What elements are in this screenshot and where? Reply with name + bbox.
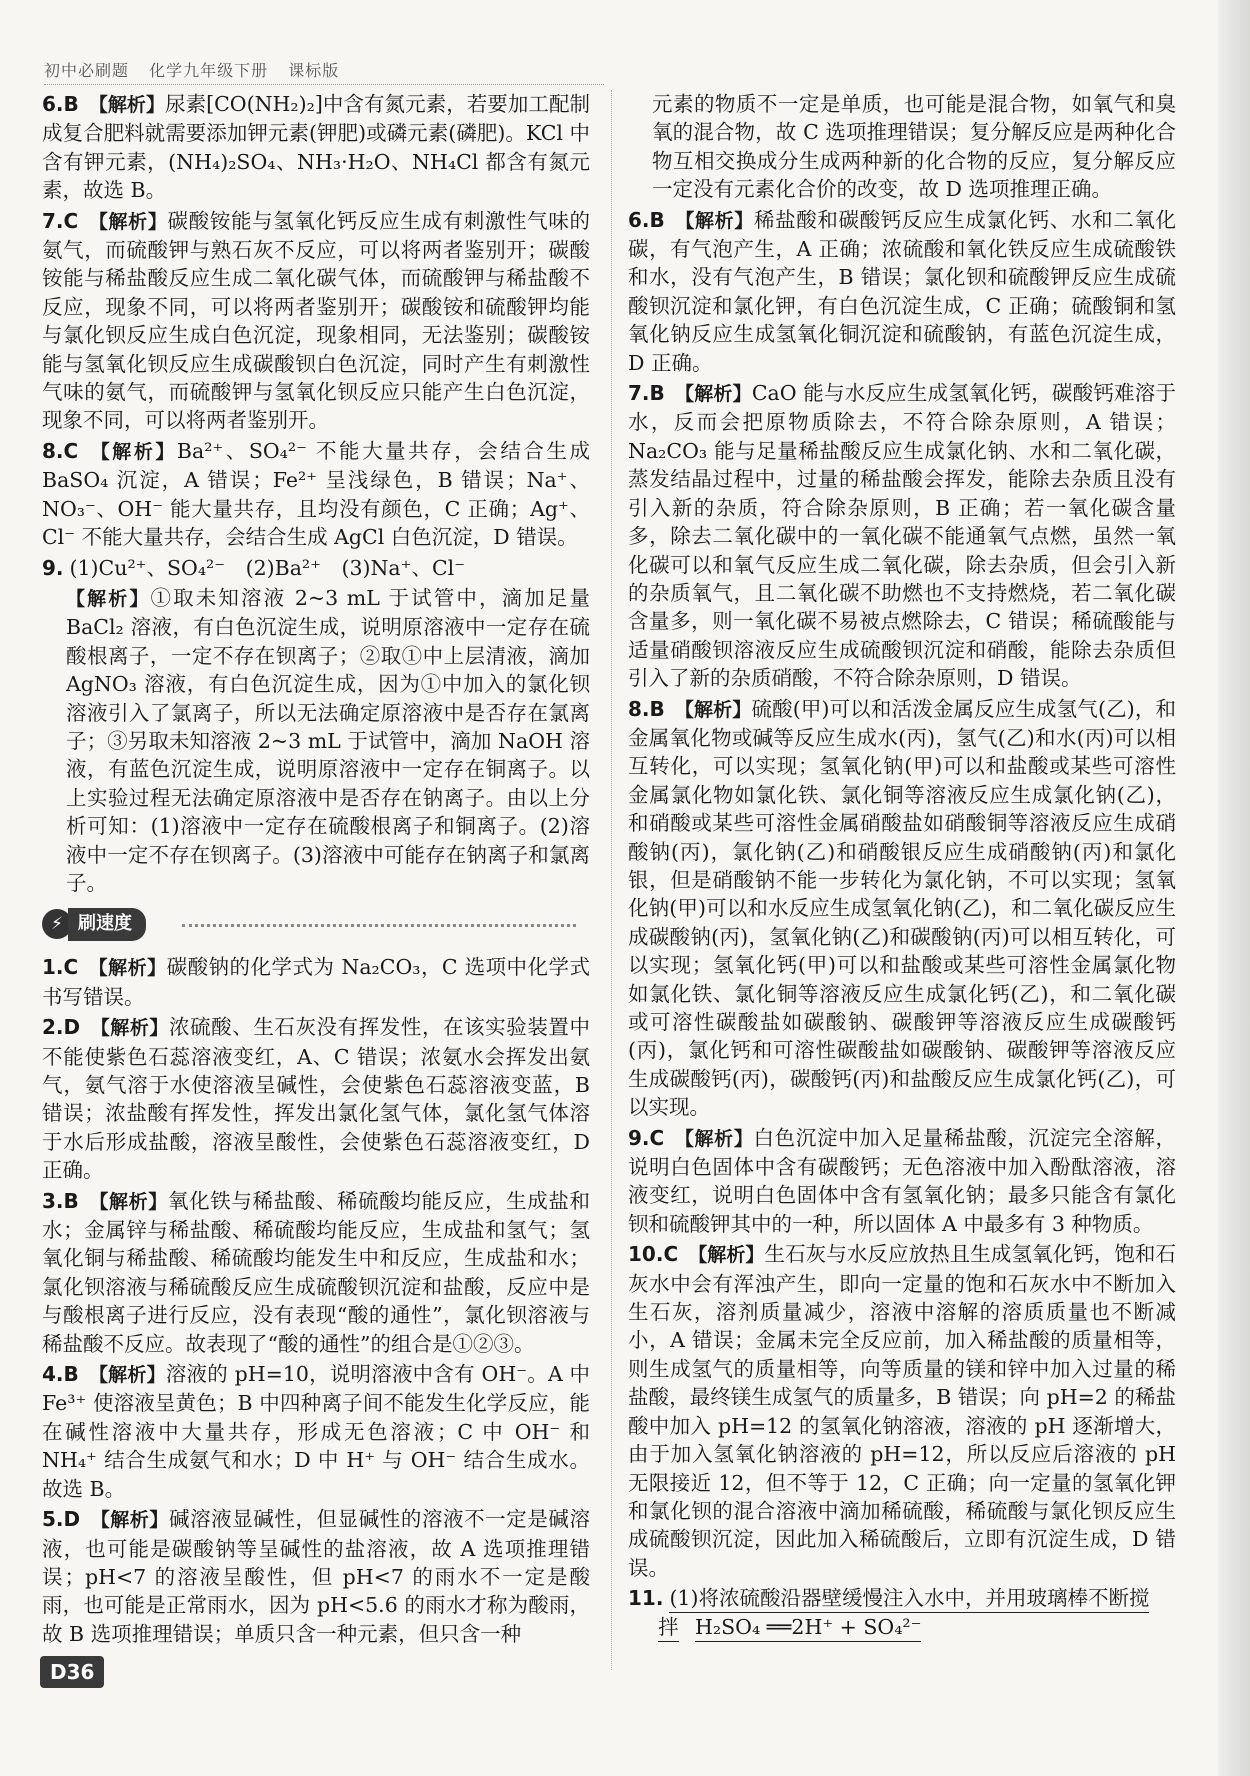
answer-item — [628, 695, 1176, 1122]
analysis-tag: 【解析】 — [88, 1190, 168, 1213]
answer-item — [628, 1584, 1176, 1641]
series-name: 初中必刷题 — [44, 61, 130, 80]
item-number: 3. — [42, 1188, 64, 1213]
answer-item — [628, 1124, 1176, 1239]
answer-item — [42, 554, 590, 582]
analysis-text: 溶液的 pH=10，说明溶液中含有 OH⁻。A 中 Fe³⁺ 使溶液呈黄色；B 中四种离子间不能发生化学反应，能在碱性溶液中大量共存，形成无色溶液；C 中 OH⁻ 和 NH₄⁺ 结合生成氨气和水；D 中 H⁺ 与 OH⁻ 结合生成水。故选 B。 — [42, 1362, 590, 1501]
right-column — [628, 90, 1176, 1643]
item-number: 1. — [42, 955, 64, 980]
analysis-text: 尿素[CO(NH₂)₂]中含有氮元素，若要加工配制成复合肥料就需要添加钾元素(钾肥)或磷元素(磷肥)。KCl 中含有钾元素，(NH₄)₂SO₄、NH₃·H₂O、NH₄Cl 都含有氮元素，故选 B。 — [42, 92, 590, 203]
answer-letter: B — [649, 381, 665, 406]
answer-item — [42, 207, 590, 435]
answer-letter: B — [63, 1188, 79, 1213]
answer-item-continued — [628, 90, 1176, 204]
analysis-tag: 【解析】 — [688, 1244, 765, 1267]
lightning-icon: ⚡ — [42, 909, 72, 939]
answer-item — [42, 953, 590, 1011]
analysis-tag: 【解析】 — [674, 209, 754, 232]
answer-item — [42, 1505, 590, 1648]
answer-letter: D — [63, 1015, 81, 1040]
item-number: 6. — [628, 207, 650, 232]
answer-item — [628, 379, 1176, 692]
analysis-tag: 【解析】 — [674, 698, 752, 721]
item-number: 11. — [628, 1586, 664, 1611]
answer-letter: B — [63, 1362, 79, 1387]
answer-item — [628, 1240, 1176, 1582]
running-header — [44, 58, 353, 81]
chemical-equation: H₂SO₄ ══2H⁺ + SO₄²⁻ — [695, 1615, 921, 1642]
analysis-text: 生石灰与水反应放热且生成氢氧化钙，饱和石灰水中会有浑浊产生，即向一定量的饱和石灰水中不断加入生石灰，溶剂质量减少，溶液中溶解的溶质质量也不断减小，A 错误；金属未完全反应前，加入稀盐酸的质量相等，则生成氢气的质量相等，向等质量的镁和锌中加入过量的稀盐酸，最终镁生成氢气的质量多，B 错误；向 pH=2 的稀盐酸中加入 pH=12 的氢氧化钠溶液，溶液的 pH 逐渐增大，由于加入氢氧化钠溶液的 pH=12，所以反应后溶液的 pH 无限接近 12，但不等于 12，C 正确；向一定量的氢氧化钾和氯化钡的混合溶液中滴加稀硫酸，稀硫酸与氯化钡反应生成硫酸钡沉淀，因此加入稀硫酸后，立即有沉淀生成，D 错误。 — [628, 1242, 1176, 1580]
subject-name: 化学九年级下册 — [149, 61, 269, 80]
analysis-tag: 【解析】 — [674, 1127, 754, 1150]
header-rule — [44, 84, 604, 85]
answer-text: (1)将浓硫酸沿器壁缓慢注入水中，并用玻璃棒不断搅 — [669, 1586, 1149, 1613]
analysis-text: 碳酸钠的化学式为 Na₂CO₃，C 选项中化学式书写错误。 — [42, 955, 590, 1009]
analysis-text: 稀盐酸和碳酸钙反应生成氯化钙、水和二氧化碳，有气泡产生，A 正确；浓硫酸和氧化铁反应生成硫酸铁和水，没有气泡产生，B 错误；氯化钡和硫酸钾反应生成硫酸钡沉淀和氯化钾，有白色沉淀生成，C 正确；硫酸铜和氢氧化钠反应生成氢氧化铜沉淀和硫酸钠，有蓝色沉淀生成，D 正确。 — [628, 207, 1176, 375]
analysis-text: Ba²⁺、SO₄²⁻ 不能大量共存，会结合生成 BaSO₄ 沉淀，A 错误；Fe²⁺ 呈浅绿色，B 错误；Na⁺、NO₃⁻、OH⁻ 能大量共存，且均没有颜色，C 正确；Ag⁺、Cl⁻ 不能大量共存，会结合生成 AgCl 白色沉淀，D 错误。 — [42, 438, 590, 550]
analysis-tag: 【解析】 — [90, 1509, 170, 1532]
edition-name: 课标版 — [288, 61, 340, 80]
item-number: 9. — [42, 555, 64, 580]
analysis-tag: 【解析】 — [88, 94, 166, 116]
column-divider — [611, 90, 612, 1670]
analysis-text: 硫酸(甲)可以和活泼金属反应生成氢气(乙)，和金属氧化物或碱等反应生成水(丙)，氢气(乙)和水(丙)可以相互转化，可以实现；氢氧化钠(甲)可以和盐酸或某些可溶性金属氯化物如氯化铁、氯化铜等溶液反应生成氯化钠(乙)，和硝酸或某些可溶性金属硝酸盐如硝酸铜等溶液反应生成硝酸钠(丙)，氯化钠(乙)和硝酸银反应生成硝酸钠(丙)和氯化银，但是硝酸钠不能一步转化为氯化钠，不可以实现；氢氧化钠(甲)可以和水反应生成氢氧化钠(乙)，和二氧化碳反应生成碳酸钠(丙)，氢氧化钠(乙)和碳酸钠(丙)可以相互转化，可以实现；氢氧化钙(甲)可以和盐酸或某些可溶性金属氯化物如氯化铁、氯化铜等溶液反应生成氯化钙(乙)，和二氧化碳或可溶性碳酸盐如碳酸钠、碳酸钾等溶液反应生成碳酸钙(丙)，氯化钙和可溶性碳酸盐如碳酸钠、碳酸钾等溶液反应生成碳酸钙(丙)，碳酸钙(丙)和盐酸反应生成氯化钙(乙)，可以实现。 — [628, 696, 1176, 1120]
item-number: 2. — [42, 1015, 64, 1040]
item-number: 5. — [42, 1507, 64, 1532]
answer-letter: D — [63, 1507, 81, 1532]
analysis-text: 碳酸铵能与氢氧化钙反应生成有刺激性气味的氨气，而硫酸钾与熟石灰不反应，可以将两者鉴别开；碳酸铵能与稀盐酸反应生成二氧化碳气体，而硫酸钾与稀盐酸不反应，现象不同，可以将两者鉴别开；碳酸铵和硫酸钾均能与氯化钡反应生成白色沉淀，现象相同，无法鉴别；碳酸铵能与氢氧化钡反应生成碳酸钡白色沉淀，同时产生有刺激性气味的氨气，而硫酸钾与氢氧化钡反应只能产生白色沉淀，现象不同，可以将两者鉴别开。 — [42, 208, 590, 433]
analysis-text: 浓硫酸、生石灰没有挥发性，在该实验装置中不能使紫色石蕊溶液变红，A、C 错误；浓氨水会挥发出氨气，氨气溶于水使溶液呈碱性，会使紫色石蕊溶液变蓝，B 错误；浓盐酸有挥发性，挥发出氯化氢气体，氯化氢气体溶于水后形成盐酸，溶液呈酸性，会使紫色石蕊溶液变红，D 正确。 — [42, 1015, 590, 1183]
answer-text: (1)Cu²⁺、SO₄²⁻ (2)Ba²⁺ (3)Na⁺、Cl⁻ — [69, 555, 466, 580]
item-number: 6. — [42, 92, 64, 116]
answer-letter: B — [63, 92, 79, 116]
item-number: 9. — [628, 1125, 650, 1150]
answer-letter: C — [63, 208, 79, 233]
analysis-text: 白色沉淀中加入足量稀盐酸，沉淀完全溶解，说明白色固体中含有碳酸钙；无色溶液中加入酚酞溶液，溶液变红，说明白色固体中含有氢氧化钠；最多只能含有氯化钡和硫酸钾其中的一种，所以固体 A 中最多有 3 种物质。 — [628, 1125, 1176, 1236]
item-number: 8. — [628, 696, 650, 721]
analysis-text: ①取未知溶液 2~3 mL 于试管中，滴加足量 BaCl₂ 溶液，有白色沉淀生成，说明原溶液中一定存在硫酸根离子，一定不存在钡离子；②取①中上层清液，滴加 AgNO₃ 溶液，有白色沉淀生成，因为①中加入的氯化钡溶液引入了氯离子，所以无法确定原溶液中是否存在氯离子；③另取未知溶液 2~3 mL 于试管中，滴加 NaOH 溶液，有蓝色沉淀生成，说明原溶液中一定存在铜离子。以上实验过程无法确定原溶液中是否存在钠离子。由以上分析可知：(1)溶液中一定存在硫酸根离子和铜离子。(2)溶液中一定不存在钡离子。(3)溶液中可能存在钠离子和氯离子。 — [66, 585, 590, 895]
item-number: 8. — [42, 438, 64, 463]
analysis-tag: 【解析】 — [674, 383, 752, 406]
answer-letter: C — [63, 955, 79, 980]
answer-letter: C — [63, 438, 79, 463]
analysis-text: 碱溶液显碱性，但显碱性的溶液不一定是碱溶液，也可能是碳酸钠等呈碱性的盐溶液，故 A 选项推理错误；pH<7 的溶液呈酸性，但 pH<7 的雨水不一定是酸雨，也可能是正常雨水，因为 pH<5.6 的雨水才称为酸雨，故 B 选项推理错误；单质只含一种元素，但只含一种 — [42, 1507, 590, 1646]
analysis-text: 氧化铁与稀盐酸、稀硫酸均能反应，生成盐和水；金属锌与稀盐酸、稀硫酸均能反应，生成盐和氢气；氢氧化铜与稀盐酸、稀硫酸均能发生中和反应，生成盐和水；氯化钡溶液与稀硫酸反应生成硫酸钡沉淀和盐酸，反应中是与酸根离子进行反应，没有表现“酸的通性”，氯化钡溶液与稀盐酸不反应。故表现了“酸的通性”的组合是①②③。 — [42, 1188, 590, 1356]
analysis-text: 元素的物质不一定是单质，也可能是混合物，如氧气和臭氧的混合物，故 C 选项推理错误；复分解反应是两种化合物互相交换成分生成两种新的化合物的反应，复分解反应一定没有元素化合价的改变，故 D 选项推理正确。 — [652, 92, 1176, 202]
section-label: 刷速度 — [68, 908, 146, 940]
answer-letter: B — [649, 207, 665, 232]
section-badge — [42, 909, 146, 939]
answer-letter: C — [663, 1242, 679, 1267]
answer-item — [42, 437, 590, 552]
analysis-tag: 【解析】 — [88, 1364, 166, 1387]
item-number: 7. — [42, 208, 64, 233]
answer-letter: B — [649, 696, 665, 721]
analysis-tag: 【解析】 — [66, 587, 151, 610]
analysis-tag: 【解析】 — [88, 210, 168, 233]
section-header — [42, 905, 590, 945]
answer-item — [42, 584, 590, 897]
answer-text-cont: 拌 — [658, 1615, 679, 1642]
analysis-tag: 【解析】 — [88, 957, 167, 980]
answer-item — [42, 1013, 590, 1184]
answer-item — [42, 1187, 590, 1358]
answer-item — [42, 90, 590, 205]
answer-letter: C — [649, 1125, 665, 1150]
item-number: 4. — [42, 1362, 64, 1387]
analysis-tag: 【解析】 — [90, 1017, 170, 1040]
section-dotted-rule — [182, 924, 576, 927]
left-column — [42, 90, 590, 1650]
item-number: 7. — [628, 381, 650, 406]
analysis-text: CaO 能与水反应生成氢氧化钙，碳酸钙难溶于水，反而会把原物质除去，不符合除杂原则，A 错误；Na₂CO₃ 能与足量稀盐酸反应生成氯化钠、水和二氧化碳，蒸发结晶过程中，过量的稀盐酸会挥发，能除去杂质且没有引入新的杂质，符合除杂原则，B 正确；若一氧化碳含量多，除去二氧化碳中的一氧化碳不能通氧气点燃，虽然一氧化碳可以和氧气反应生成二氧化碳，除去杂质，但会引入新的杂质氧气，且二氧化碳不助燃也不支持燃烧，若二氧化碳含量多，则一氧化碳不易被点燃除去，C 错误；稀硫酸能与适量硝酸钡溶液反应生成硫酸钡沉淀和硝酸，能除去杂质但引入了新的杂质硝酸，不符合除杂原则，D 错误。 — [628, 381, 1176, 691]
analysis-tag: 【解析】 — [88, 440, 177, 463]
page-edge — [1218, 0, 1250, 1776]
answer-item — [42, 1360, 590, 1503]
answer-item — [628, 206, 1176, 377]
item-number: 10. — [628, 1242, 664, 1267]
page-number: D36 — [40, 1656, 104, 1688]
